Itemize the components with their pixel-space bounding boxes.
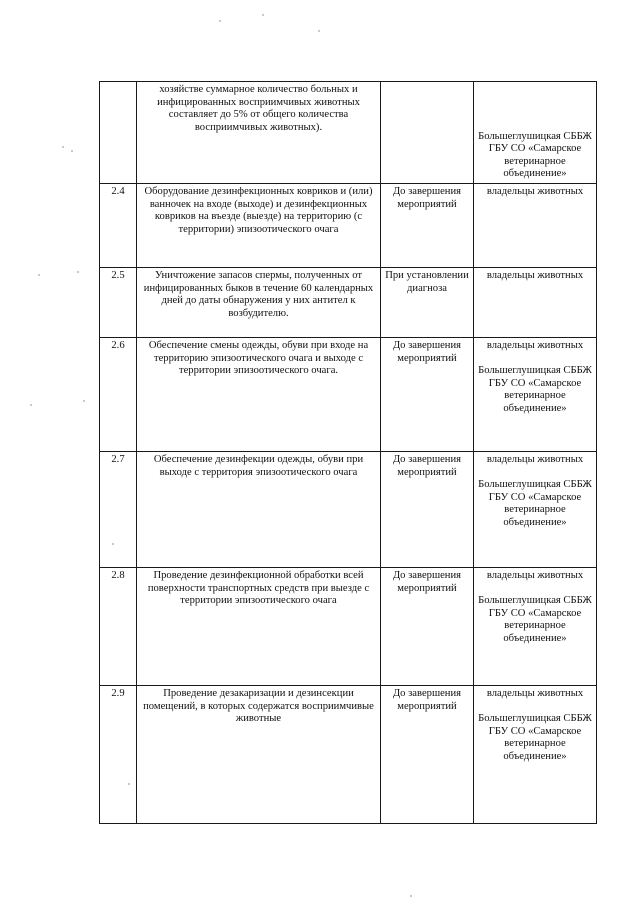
responsible-organization: Большеглушицкая СББЖ ГБУ СО «Самарское ветеринарное объединение» xyxy=(478,130,592,180)
responsible-cell xyxy=(474,452,597,568)
responsible-cell xyxy=(474,686,597,824)
deadline-text: До завершения мероприятий xyxy=(381,452,474,568)
responsible-organization: Большеглушицкая СББЖ ГБУ СО «Самарское ветеринарное объединение» xyxy=(478,365,592,414)
row-number: 2.9 xyxy=(100,686,137,824)
scan-speck xyxy=(38,274,40,276)
row-number xyxy=(100,82,137,184)
deadline-text: До завершения мероприятий xyxy=(381,686,474,824)
measures-table xyxy=(99,81,597,824)
responsible-owners: владельцы животных xyxy=(486,270,584,281)
table-row xyxy=(100,268,597,338)
scan-speck xyxy=(77,271,79,273)
responsible-owners: владельцы животных xyxy=(486,340,584,351)
row-number: 2.4 xyxy=(100,184,137,268)
table-row xyxy=(100,452,597,568)
deadline-text: До завершения мероприятий xyxy=(381,184,474,268)
measure-text: Обеспечение дезинфекции одежды, обуви при выходе с территория эпизоотического очага xyxy=(137,452,381,568)
deadline-text: При установлении диагноза xyxy=(381,268,474,338)
table-row xyxy=(100,82,597,184)
scan-speck xyxy=(83,400,85,402)
responsible-owners: владельцы животных xyxy=(486,570,584,581)
deadline-text xyxy=(381,82,474,184)
deadline-text: До завершения мероприятий xyxy=(381,338,474,452)
row-number: 2.5 xyxy=(100,268,137,338)
responsible-organization: Большеглушицкая СББЖ ГБУ СО «Самарское ветеринарное объединение» xyxy=(478,595,592,644)
responsible-cell xyxy=(474,568,597,686)
scan-speck xyxy=(30,404,32,406)
measure-text: Обеспечение смены одежды, обуви при входе на территорию эпизоотического очага и выходе с территории эпизоотического очага. xyxy=(137,338,381,452)
responsible-organization: Большеглушицкая СББЖ ГБУ СО «Самарское ветеринарное объединение» xyxy=(478,479,592,528)
deadline-text: До завершения мероприятий xyxy=(381,568,474,686)
row-number: 2.7 xyxy=(100,452,137,568)
scan-speck xyxy=(410,895,412,897)
table-row xyxy=(100,184,597,268)
measure-text: хозяйстве суммарное количество больных и инфицированных восприимчивых животных составляет до 5% от общего количества восприимчивых животных). xyxy=(137,82,381,184)
table-row xyxy=(100,338,597,452)
scan-speck xyxy=(62,146,64,148)
table-row xyxy=(100,568,597,686)
responsible-organization: Большеглушицкая СББЖ ГБУ СО «Самарское ветеринарное объединение» xyxy=(478,713,592,762)
table-row xyxy=(100,686,597,824)
responsible-cell xyxy=(474,82,597,184)
responsible-cell xyxy=(474,184,597,268)
row-number: 2.6 xyxy=(100,338,137,452)
measure-text: Проведение дезинфекционной обработки всей поверхности транспортных средств при выезде с территории эпизоотического очага xyxy=(137,568,381,686)
responsible-cell xyxy=(474,338,597,452)
scan-speck xyxy=(219,20,221,22)
scan-speck xyxy=(318,30,320,32)
responsible-owners: владельцы животных xyxy=(486,454,584,465)
scan-speck xyxy=(71,150,73,152)
scan-speck xyxy=(262,14,264,16)
measure-text: Оборудование дезинфекционных ковриков и (или) ванночек на входе (выходе) и дезинфекционных ковриков на въезде (выезде) на территорию (с территории) эпизоотического очага xyxy=(137,184,381,268)
responsible-cell xyxy=(474,268,597,338)
measure-text: Проведение дезакаризации и дезинсекции помещений, в которых содержатся восприимчивые животные xyxy=(137,686,381,824)
measure-text: Уничтожение запасов спермы, полученных от инфицированных быков в течение 60 календарных дней до даты обнаружения у них антител к возбудителю. xyxy=(137,268,381,338)
row-number: 2.8 xyxy=(100,568,137,686)
responsible-owners: владельцы животных xyxy=(486,688,584,699)
responsible-owners: владельцы животных xyxy=(486,186,584,197)
